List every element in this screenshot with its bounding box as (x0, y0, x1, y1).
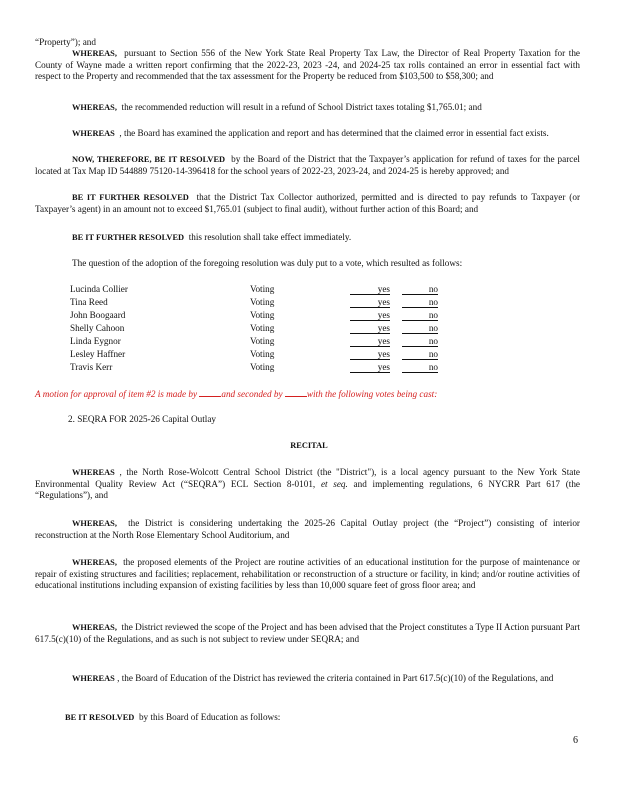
document-page: “Property”); and WHEREAS, pursuant to Section 556 of the New York State Real Property Tax Law, the Director of Real Property Taxation for the County of Wayne made a written report confirming that the 2022-23, 2023 -24, and 2024-25 tax rolls contained an error in essential fact with respect to the Property and recommended that the tax assessment for the Property be reduced from $103,500 to $58,300; and WHEREAS, the recommended reduction will result in a refund of School District taxes totaling $1,765.01; and WHEREAS , the Board has examined the application and report and has determined that the claimed error in essential fact exists. NOW, THEREFORE, BE IT RESOLVED by the Board of the District that the Taxpayer’s application for refund of taxes for the parcel located at Tax Map ID 544889 75120-14-396418 for the school years of 2022-23, 2023-24, and 2024-25 is hereby approved; and BE IT FURTHER RESOLVED that the District Tax Collector authorized, permitted and is directed to pay refunds to Taxpayer (or Taxpayer’s agent) in an amount not to exceed $1,765.01 (subject to final audit), without further action of this Board; and BE IT FURTHER RESOLVED this resolution shall take effect immediately. The question of the adoption of the foregoing resolution was duly put to a vote, which resulted as follows: Lucinda Collier Voting yes no Tina Reed Voting yes no John Boogaard Voting yes no Shelly Cahoon Voting yes no Linda Eygnor Voting yes no Lesley Haffner Voting yes no Travis Kerr Voting yes no A motion for approval of item #2 is made by and seconded by with the following votes being cast: 2. SEQRA FOR 2025-26 Capital Outlay RECITAL WHEREAS , the North Rose-Wolcott Central School District (the "District"), is a local agency pursuant to the New York State Environmental Quality Review Act (“SEQRA”) ECL Section 8-0101, et seq. and implementing regulations, 6 NYCRR Part 617 (the “Regulations”), and WHEREAS, the District is considering undertaking the 2025-26 Capital Outlay project (the “Project”) consisting of interior reconstruction at the North Rose Elementary School Auditorium, and WHEREAS, the proposed elements of the Project are routine activities of an educational institution for the purpose of maintenance or repair of existing structures and facilities; replacement, rehabilitation or reconstruction of a structure or facility, in kind; and/or routine activities of educational institutions including expansion of existing facilities by less than 10,000 square feet of gross floor area; and WHEREAS, the District reviewed the scope of the Project and has been advised that the Project constitutes a Type II Action pursuant Part 617.5(c)(10) of the Regulations, and as such is not subject to review under SEQRA; and WHEREAS , the Board of Education of the District has reviewed the criteria contained in Part 617.5(c)(10) of the Regulations, and BE IT RESOLVED by this Board of Education as follows: 6 (0, 0, 618, 800)
recital-whereas-agency: WHEREAS , the North Rose-Wolcott Central School District (the "District"), is a local agency pursuant to the New York State Environmental Quality Review Act (“SEQRA”) ECL Section 8-0101, et seq. and implementing regulations, 6 NYCRR Part 617 (the “Regulations”), and (35, 467, 581, 501)
voter-name: Shelly Cahoon (70, 323, 125, 333)
paragraph-whereas-board: WHEREAS , the Board has examined the application and report and has determined that the claimed error in essential fact exists. (72, 128, 549, 138)
voter-name: Travis Kerr (70, 362, 113, 372)
voting-label: Voting (250, 336, 275, 346)
voting-label: Voting (250, 297, 275, 307)
paragraph-whereas-report: WHEREAS, pursuant to Section 556 of the New York State Real Property Tax Law, the Director of Real Property Taxation for the County of Wayne made a written report confirming that the 2022-23, 2023 -24, and 2024-25 tax rolls contained an error in essential fact with respect to the Property and recommended that the tax assessment for the Property be reduced from $103,500 to $58,300; and (35, 48, 581, 82)
voting-label: Voting (250, 284, 275, 294)
voter-name: Linda Eygnor (70, 336, 121, 346)
voting-label: Voting (250, 349, 275, 359)
recital-whereas-elements: WHEREAS, the proposed elements of the Project are routine activities of an educational institution for the purpose of maintenance or repair of existing structures and facilities; replacement, rehabilitation or reconstruction of a structure or facility, in kind; and/or routine activities of educational institutions including expansion of existing facilities by less than 10,000 square feet of gross floor area; and (35, 557, 580, 591)
voter-name: John Boogaard (70, 310, 126, 320)
voting-label: Voting (250, 310, 275, 320)
paragraph-further-resolved-refund: BE IT FURTHER RESOLVED that the District Tax Collector authorized, permitted and is directed to pay refunds to Taxpayer (or Taxpayer’s agent) in an amount not to exceed $1,765.01 (subject to final audit), without further action of this Board; and (35, 192, 581, 214)
motion-line: A motion for approval of item #2 is made by and seconded by with the following votes being cast: (35, 389, 438, 399)
recital-whereas-type-ii: WHEREAS, the District reviewed the scope of the Project and has been advised that the Project constitutes a Type II Action pursuant Part 617.5(c)(10) of the Regulations, and as such is not subject to review under SEQRA; and (35, 622, 580, 644)
page-number: 6 (573, 735, 578, 746)
paragraph-further-resolved-effect: BE IT FURTHER RESOLVED this resolution shall take effect immediately. (72, 232, 352, 242)
voter-name: Lesley Haffner (70, 349, 126, 359)
voting-label: Voting (250, 323, 275, 333)
recital-heading: RECITAL (290, 441, 328, 450)
recital-whereas-criteria: WHEREAS , the Board of Education of the District has reviewed the criteria contained in Part 617.5(c)(10) of the Regulations, and (72, 673, 554, 683)
mover-blank[interactable] (199, 388, 221, 397)
paragraph-now-therefore: NOW, THEREFORE, BE IT RESOLVED by the Board of the District that the Taxpayer’s application for refund of taxes for the parcel located at Tax Map ID 544889 75120-14-396418 for the school years of 2022-23, 2023-24, and 2024-25 is hereby approved; and (35, 154, 580, 176)
item-heading: 2. SEQRA FOR 2025-26 Capital Outlay (68, 414, 217, 424)
recital-whereas-project: WHEREAS, the District is considering undertaking the 2025-26 Capital Outlay project (the “Project”) consisting of interior reconstruction at the North Rose Elementary School Auditorium, and (35, 518, 580, 540)
paragraph-property: “Property”); and (35, 37, 96, 47)
voter-name: Lucinda Collier (70, 284, 128, 294)
voting-label: Voting (250, 362, 275, 372)
paragraph-whereas-refund: WHEREAS, the recommended reduction will result in a refund of School District taxes totaling $1,765.01; and (72, 102, 482, 112)
paragraph-question: The question of the adoption of the foregoing resolution was duly put to a vote, which resulted as follows: (72, 258, 463, 268)
seconder-blank[interactable] (285, 388, 307, 397)
recital-be-it-resolved: BE IT RESOLVED by this Board of Education as follows: (65, 712, 281, 722)
voter-name: Tina Reed (70, 297, 108, 307)
